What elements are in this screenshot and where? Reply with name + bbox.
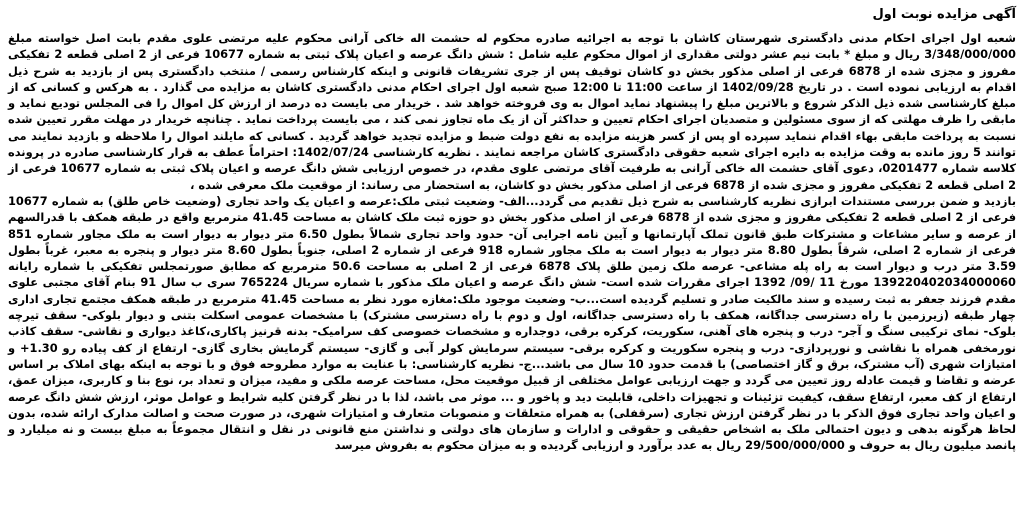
notice-paragraph-1: شعبه اول اجرای احکام مدنی دادگستری شهرستان کاشان با توجه به اجرائیه صادره محکوم له حشمت اله خاکی آرانی محکوم علیه مرتضی علوی مقدم بابت اصل خواسته مبلغ 3/348/000/000 ریال و مبلغ * بابت نیم عشر دولتی مقداری از اموال محکوم علیه شامل : شش دانگ عرصه و اعیان پلاک ثبتی به شماره 10677 فرعی از 2 اصلی قطعه 2 تفکیکی مفروز و مجزی شده از 6878 فرعی از اصلی مذکور بخش دو کاشان توقیف پس از جری تشریفات قانونی و اینکه کارشناس رسمی / منتخب دادگستری پس از بازدید به شرح ذیل اقدام به ارزیابی نموده است . در تاریخ 1402/09/28 از ساعت 11:00 تا 12:00 صبح شعبه اول اجرای احکام مدنی دادگستری کاشان به مزایده می گذارد . به هرکس و کسانی که از مبلغ کارشناسی شده ذیل الذکر شروع و بالاترین مبلغ را پیشنهاد نماید اموال به وی فروخته خواهد شد . خریدار می بایست ده درصد از ارزش کل اموال را فی المجلس تودیع نماید و مابقی را ظرف مهلتی که از سوی مسئولین و متصدیان اجرای احکام تعیین و حداکثر آن از یک ماه تجاوز نمی کند ، می بایست پرداخت نماید . چنانچه خریدار در مهلت مقرر تعیین شده نسبت به پرداخت مابقی بهاء اقدام ننماید سپرده او پس از کسر هزینه مزایده به نفع دولت ضبط و مزایده تجدید خواهد گردید . کسانی که مایلند اموال را ملاحظه و بازدید نمایند می توانند 5 روز مانده به وقت مزایده به دایره اجرای شعبه حقوقی دادگستری کاشان مراجعه نمایند . نظریه کارشناسی 1402/07/24: احتراماً عطف به قرار کارشناسی صادره در پرونده کلاسه شماره 0201477، دعوی آقای حشمت اله خاکی آرانی به طرفیت آقای مرتضی علوی مقدم، در خصوص ارزیابی شش دانگ عرصه و اعیان پلاک ثبتی به شماره 10677 فرعی از 2 اصلی قطعه 2 تفکیکی مفروز و مجزی شده از 6878 فرعی از اصلی مذکور بخش دو کاشان، به استحضار می رساند: از موقعیت ملک معرفی شده ، (8, 31, 1017, 192)
notice-paragraph-2: بازدید و ضمن بررسی مستندات ابرازی نظریه کارشناسی به شرح ذیل تقدیم می گردد...الف- وضعیت ثبتی ملک:عرصه و اعیان یک واحد تجاری (وضعیت خاص طلق) به شماره 10677 فرعی از 2 اصلی قطعه 2 تفکیکی مفروز و مجزی شده از 6878 فرعی از اصلی مذکور بخش دو حوزه ثبت ملک کاشان به مساحت 41.45 مترمربع واقع در طبقه همکف با قدرالسهم از عرصه و سایر مشاعات و مشترکات طبق قانون تملک آپارتمانها و آیین نامه اجرایی آن- حدود واحد تجاری شمالاً بطول 6.50 متر دیوار به دیوار است به ملک مجاور شماره 851 فرعی از شماره 2 اصلی، شرقاً بطول 8.80 متر دیوار به دیوار است به ملک مجاور شماره 918 فرعی از شماره 2 اصلی، جنوباً بطول 8.60 متر دیوار و پنجره به معبر، غرباً بطول 3.59 متر درب و دیوار است به راه پله مشاعی- عرصه ملک زمین طلق پلاک 6878 فرعی از 2 اصلی به مساحت 50.6 مترمربع که مطابق صورتمجلس تفکیکی با شماره رایانه 139220402034000060 مورخ 11 /09/ 1392 اجرای مقررات شده است- شش دانگ عرصه و اعیان ملک مذکور با شماره سریال 765224 سری ب سال 91 بنام آقای مجتبی علوی مقدم فرزند جعفر به ثبت رسیده و سند مالکیت صادر و تسلیم گردیده است...ب- وضعیت موجود ملک:مغازه مورد نظر به مساحت 41.45 مترمربع در طبقه همکف مجتمع تجاری اداری چهار طبقه (زیرزمین با راه دسترسی جداگانه، همکف با راه دسترسی جداگانه، اول و دوم با راه دسترسی مشترک) با مشخصات عمومی اسکلت بتنی و دیوار بلوکی- سقف تیرچه بلوک- نمای ترکیبی سنگ و آجر- درب و پنجره های آهنی، سکوریت، کرکره برقی، دوجداره و مشخصات خصوصی کف سرامیک- بدنه قرنیز پاکاری،کاغذ دیواری و نقاشی- سقف کاذب نورمخفی همراه با نقاشی و نورپردازی- درب و پنجره سکوریت و کرکره برقی- سیستم سرمایش کولر آبی و گازی- سیستم گرمایش بخاری گازی- ارتفاع از کف پیاده رو 1.30+ و امتیازات شهری (آب مشترک، برق و گاز اختصاصی) با قدمت حدود 10 سال می باشد...ج- نظریه کارشناسی: با عنایت به موارد مطروحه فوق و با توجه به اینکه بهای املاک بر اساس عرضه و تقاضا و قیمت عادله روز تعیین می گردد و جهت ارزیابی عوامل مختلفی از قبیل موقعیت محل، مساحت عرصه ملکی و مفید، میزان و تعداد بر، نوع بنا و کاربری، میزان عمق، ارتفاع از کف معبر، ارتفاع سقف، کیفیت تزئینات و تجهیزات داخلی، قابلیت دید و پاخور و ... موثر می باشد، لذا با در نظر گرفتن کلیه شرایط و عوامل موثر، ارزش شش دانگ عرصه و اعیان واحد تجاری فوق الذکر با در نظر گرفتن ارزش تجاری (سرقفلی) به همراه متعلقات و منصوبات متعارف و امتیازات شهری، در صورت صحت و اصالت مدارک ارائه شده، بدون لحاظ هرگونه بدهی و دیون احتمالی ملک به اشخاص حقیقی و حقوقی و ادارات و سازمان های دولتی و نداشتن منع قانونی در نقل و انتقال مجموعاً به مبلغ بیست و نه میلیارد و پانصد میلیون ریال به حروف و 29/500/000/000 ریال به عدد برآورد و ارزیابی گردیده و به میزان محکوم به بفروش میرسد (8, 193, 1017, 453)
notice-body (8, 30, 1016, 454)
notice-title: آگهی مزایده نوبت اول (872, 7, 1016, 22)
